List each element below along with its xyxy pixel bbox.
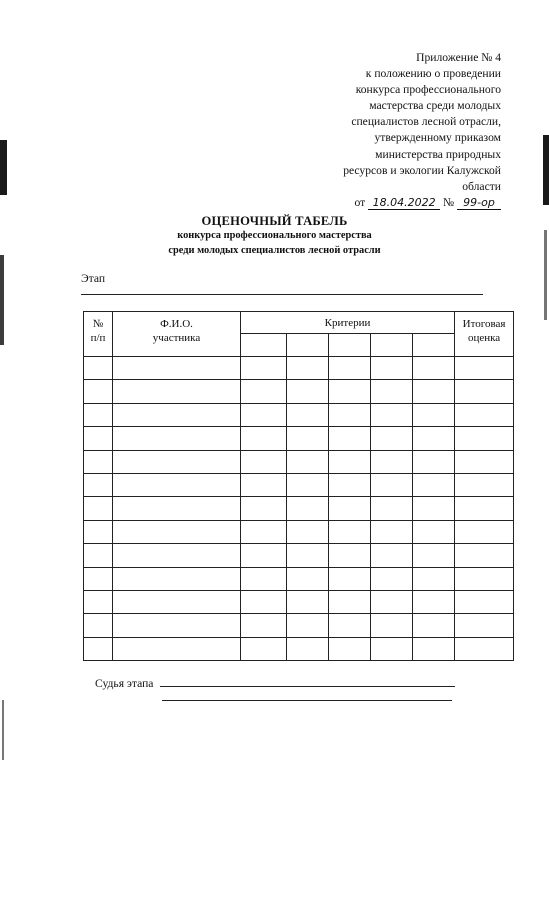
table-cell[interactable] [413, 427, 455, 450]
table-row [84, 590, 514, 613]
table-cell[interactable] [287, 614, 329, 637]
table-cell[interactable] [113, 590, 241, 613]
table-cell[interactable] [455, 497, 514, 520]
table-cell[interactable] [241, 450, 287, 473]
table-cell[interactable] [241, 567, 287, 590]
header-total [455, 312, 514, 357]
table-cell[interactable] [371, 473, 413, 496]
table-row [84, 450, 514, 473]
table-cell[interactable] [455, 590, 514, 613]
table-cell[interactable] [413, 357, 455, 380]
table-cell[interactable] [371, 497, 413, 520]
table-row [84, 403, 514, 426]
table-cell[interactable] [287, 520, 329, 543]
table-row [84, 497, 514, 520]
table-cell[interactable] [413, 590, 455, 613]
table-cell[interactable] [371, 614, 413, 637]
table-cell[interactable] [329, 637, 371, 660]
table-cell[interactable] [413, 497, 455, 520]
header-criteria: Критерии [241, 312, 455, 334]
criteria-subheader-cell [413, 334, 455, 357]
table-cell[interactable] [455, 567, 514, 590]
table-cell[interactable] [455, 450, 514, 473]
table-cell[interactable] [329, 403, 371, 426]
table-cell[interactable] [455, 427, 514, 450]
table-cell[interactable] [371, 544, 413, 567]
table-cell[interactable] [329, 544, 371, 567]
table-cell[interactable] [413, 544, 455, 567]
table-cell[interactable] [113, 380, 241, 403]
table-cell[interactable] [413, 520, 455, 543]
criteria-subheader-cell [287, 334, 329, 357]
table-cell[interactable] [413, 473, 455, 496]
table-cell[interactable] [113, 403, 241, 426]
table-cell[interactable] [84, 590, 113, 613]
table-cell[interactable] [287, 403, 329, 426]
scan-edge-mark [543, 135, 549, 205]
appendix-line: конкурса профессионального [355, 83, 501, 97]
table-cell[interactable] [329, 520, 371, 543]
document-title: ОЦЕНОЧНЫЙ ТАБЕЛЬ [201, 214, 348, 228]
table-cell[interactable] [84, 473, 113, 496]
table-cell[interactable] [413, 380, 455, 403]
header-name-line: участника [152, 332, 201, 344]
table-cell[interactable] [84, 520, 113, 543]
table-cell[interactable] [84, 450, 113, 473]
table-row [84, 544, 514, 567]
table-cell[interactable] [84, 497, 113, 520]
table-row [84, 357, 514, 380]
table-cell[interactable] [329, 380, 371, 403]
table-cell[interactable] [455, 544, 514, 567]
table-cell[interactable] [113, 473, 241, 496]
appendix-line: области [462, 179, 501, 193]
score-table [83, 311, 514, 661]
document-title-block [0, 214, 549, 258]
appendix-line: мастерства среди молодых [369, 99, 501, 113]
appendix-line: утвержденному приказом [374, 131, 501, 145]
table-cell[interactable] [413, 450, 455, 473]
table-cell[interactable] [113, 637, 241, 660]
scan-edge-mark [0, 255, 4, 345]
table-cell[interactable] [84, 614, 113, 637]
table-cell[interactable] [455, 473, 514, 496]
table-cell[interactable] [329, 497, 371, 520]
header-name-line: Ф.И.О. [160, 318, 193, 330]
table-cell[interactable] [413, 567, 455, 590]
table-row [84, 380, 514, 403]
table-cell[interactable] [113, 450, 241, 473]
table-cell[interactable] [241, 427, 287, 450]
appendix-line: специалистов лесной отрасли, [351, 115, 501, 129]
appendix-line: ресурсов и экологии Калужской [343, 163, 501, 177]
appendix-line: министерства природных [375, 147, 501, 161]
table-cell[interactable] [329, 427, 371, 450]
table-cell[interactable] [329, 567, 371, 590]
stage-fill-line[interactable] [81, 294, 483, 295]
table-cell[interactable] [287, 450, 329, 473]
table-cell[interactable] [287, 497, 329, 520]
table-cell[interactable] [455, 380, 514, 403]
handwritten-date: 18.04.2022 [368, 196, 440, 210]
table-cell[interactable] [287, 357, 329, 380]
table-cell[interactable] [371, 357, 413, 380]
table-cell[interactable] [241, 614, 287, 637]
header-name [113, 312, 241, 357]
table-cell[interactable] [371, 380, 413, 403]
order-reference [301, 195, 501, 211]
table-cell[interactable] [84, 380, 113, 403]
table-row [84, 473, 514, 496]
table-cell[interactable] [455, 520, 514, 543]
table-cell[interactable] [84, 427, 113, 450]
table-cell[interactable] [371, 637, 413, 660]
table-cell[interactable] [113, 614, 241, 637]
table-cell[interactable] [287, 544, 329, 567]
criteria-subheader-cell [371, 334, 413, 357]
table-cell[interactable] [371, 427, 413, 450]
table-cell[interactable] [287, 427, 329, 450]
table-cell[interactable] [455, 357, 514, 380]
table-cell[interactable] [287, 590, 329, 613]
judge-label: Судья этапа [95, 677, 154, 690]
table-cell[interactable] [413, 637, 455, 660]
table-cell[interactable] [413, 403, 455, 426]
stage-label: Этап [81, 272, 106, 285]
table-cell[interactable] [241, 473, 287, 496]
table-cell[interactable] [241, 590, 287, 613]
table-cell[interactable] [329, 473, 371, 496]
table-cell[interactable] [84, 637, 113, 660]
table-row [84, 637, 514, 660]
table-cell[interactable] [84, 357, 113, 380]
table-cell[interactable] [287, 473, 329, 496]
table-cell[interactable] [371, 590, 413, 613]
table-cell[interactable] [329, 357, 371, 380]
criteria-subheader-cell [241, 334, 287, 357]
table-cell[interactable] [84, 544, 113, 567]
header-number-line: п/п [90, 332, 106, 344]
number-prefix: № [443, 195, 455, 209]
table-row [84, 614, 514, 637]
table-cell[interactable] [113, 567, 241, 590]
score-table-body [84, 357, 514, 661]
appendix-header [301, 50, 501, 211]
table-cell[interactable] [329, 614, 371, 637]
header-number [84, 312, 113, 357]
table-row [84, 520, 514, 543]
table-row [84, 427, 514, 450]
table-cell[interactable] [241, 380, 287, 403]
table-cell[interactable] [329, 590, 371, 613]
scan-edge-mark [0, 140, 7, 195]
table-cell[interactable] [287, 380, 329, 403]
table-cell[interactable] [241, 637, 287, 660]
table-cell[interactable] [287, 637, 329, 660]
table-cell[interactable] [113, 427, 241, 450]
header-total-line: Итоговая [462, 318, 506, 330]
judge-signature-line[interactable] [160, 686, 455, 687]
table-cell[interactable] [329, 450, 371, 473]
handwritten-order-number: 99-ор [457, 196, 501, 210]
appendix-line: к положению о проведении [365, 67, 501, 81]
scan-edge-mark [2, 700, 4, 760]
header-total-line: оценка [467, 332, 501, 344]
table-cell[interactable] [84, 567, 113, 590]
table-cell[interactable] [241, 357, 287, 380]
date-prefix: от [354, 195, 366, 209]
table-cell[interactable] [241, 520, 287, 543]
table-cell[interactable] [241, 497, 287, 520]
table-cell[interactable] [371, 520, 413, 543]
table-cell[interactable] [84, 403, 113, 426]
table-cell[interactable] [113, 520, 241, 543]
header-number-line: № [92, 318, 104, 330]
table-cell[interactable] [371, 403, 413, 426]
table-cell[interactable] [113, 544, 241, 567]
table-cell[interactable] [371, 567, 413, 590]
table-cell[interactable] [413, 614, 455, 637]
table-cell[interactable] [241, 403, 287, 426]
table-cell[interactable] [113, 497, 241, 520]
document-subtitle-line: конкурса профессионального мастерства [177, 230, 372, 241]
table-cell[interactable] [287, 567, 329, 590]
judge-name-line[interactable] [162, 700, 452, 701]
appendix-line: Приложение № 4 [416, 51, 501, 64]
table-cell[interactable] [371, 450, 413, 473]
criteria-subheader-cell [329, 334, 371, 357]
table-cell[interactable] [113, 357, 241, 380]
table-row [84, 567, 514, 590]
table-cell[interactable] [455, 614, 514, 637]
table-cell[interactable] [241, 544, 287, 567]
table-cell[interactable] [455, 403, 514, 426]
document-subtitle-line: среди молодых специалистов лесной отрасли [168, 244, 381, 256]
table-cell[interactable] [455, 637, 514, 660]
